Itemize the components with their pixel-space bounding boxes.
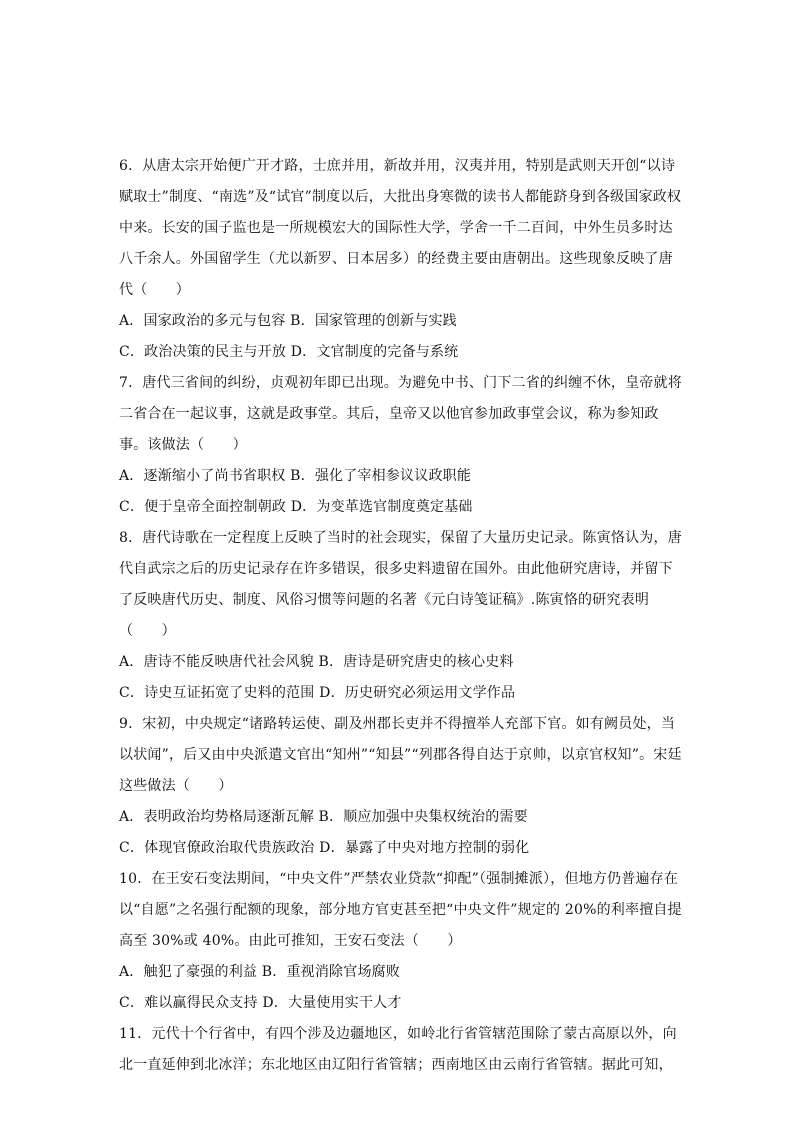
text-line: （ ）	[119, 623, 176, 639]
text-line: 9．宋初，中央规定“诸路转运使、副及州郡长吏并不得擅举人充部下官。如有阙员处，当	[119, 716, 676, 732]
answer-options-line: A．逐渐缩小了尚书省职权 B．强化了宰相参议议政职能	[119, 468, 472, 484]
text-line: 赋取士”制度、“南选”及“试官”制度以后，大批出身寒微的读书人都能跻身到各级国家政权	[119, 189, 682, 205]
answer-options-line: C．诗史互证拓宽了史料的范围 D．历史研究必须运用文学作品	[119, 685, 516, 701]
text-line: 以状闻”，后又由中央派遣文官出“知州”“知县”“列郡各得自达于京帅，以京官权知”。宋廷	[119, 747, 682, 763]
text-line: 以“自愿”之名强行配额的现象，部分地方官吏甚至把“中央文件”规定的 20%的利率擅自提	[119, 902, 682, 918]
answer-options-line: A．触犯了豪强的利益 B．重视消除官场腐败	[119, 964, 401, 980]
text-line: 中来。长安的国子监也是一所规模宏大的国际性大学，学舍一千二百间，中外生员多时达	[119, 220, 673, 236]
answer-options-line: A．表明政治均势格局逐渐瓦解 B．顺应加强中央集权统治的需要	[119, 809, 528, 825]
text-line: 北一直延伸到北冰洋；东北地区由辽阳行省管辖；西南地区由云南行省管辖。据此可知，	[119, 1057, 673, 1073]
answer-options-line: C．难以赢得民众支持 D．大量使用实干人才	[119, 995, 402, 1011]
question-text-block	[119, 151, 682, 1081]
text-line: 二省合在一起议事，这就是政事堂。其后，皇帝又以他官参加政事堂会议，称为参知政	[119, 406, 659, 422]
answer-options-line: A．唐诗不能反映唐代社会风貌 B．唐诗是研究唐史的核心史料	[119, 654, 514, 670]
text-line: 代（ ）	[119, 282, 190, 298]
answer-options-line: C．体现官僚政治取代贵族政治 D．暴露了中央对地方控制的弱化	[119, 840, 530, 856]
text-line: 10．在王安石变法期间，“中央文件”严禁农业贷款“抑配”（强制摊派），但地方仍普遍存在	[119, 871, 679, 887]
text-line: 这些做法（ ）	[119, 778, 233, 794]
text-line: 7．唐代三省间的纠纷，贞观初年即已出现。为避免中书、门下二省的纠缠不休，皇帝就将	[119, 375, 682, 391]
text-line: 8．唐代诗歌在一定程度上反映了当时的社会现实，保留了大量历史记录。陈寅恪认为，唐	[119, 530, 682, 546]
text-line: 事。该做法（ ）	[119, 437, 247, 453]
text-line: 11．元代十个行省中，有四个涉及边疆地区，如岭北行省管辖范围除了蒙古高原以外，向	[119, 1026, 677, 1042]
text-line: 了反映唐代历史、制度、风俗习惯等问题的名著《元白诗笺证稿》.陈寅恪的研究表明	[119, 592, 650, 608]
answer-options-line: C．政治决策的民主与开放 D．文官制度的完备与系统	[119, 344, 459, 360]
text-line: 6．从唐太宗开始便广开才路，士庶并用，新故并用，汉夷并用，特别是武则天开创“以诗	[119, 158, 676, 174]
text-line: 代自武宗之后的历史记录存在许多错误，很多史料遗留在国外。由此他研究唐诗，并留下	[119, 561, 673, 577]
answer-options-line: A．国家政治的多元与包容 B．国家管理的创新与实践	[119, 313, 457, 329]
text-line: 八千余人。外国留学生（尤以新罗、日本居多）的经费主要由唐朝出。这些现象反映了唐	[119, 251, 673, 267]
answer-options-line: C．便于皇帝全面控制朝政 D．为变革选官制度奠定基础	[119, 499, 473, 515]
text-line: 高至 30%或 40%。由此可推知，王安石变法（ ）	[119, 933, 462, 949]
